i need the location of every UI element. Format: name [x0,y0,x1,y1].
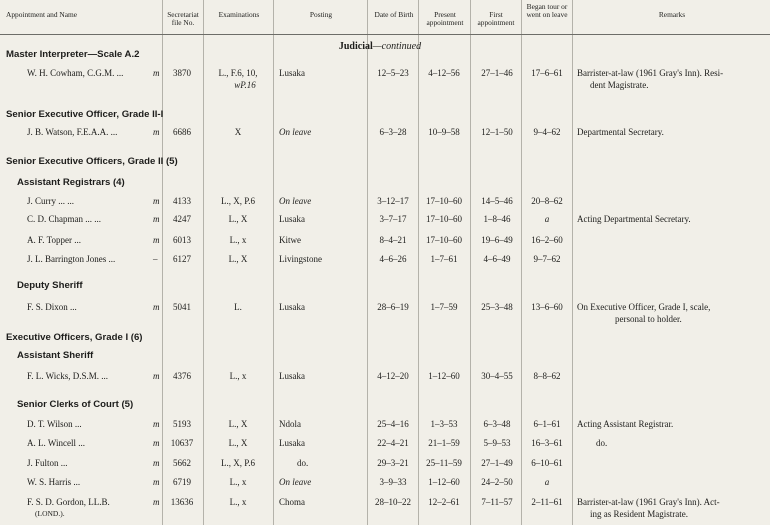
table-row: F. S. Dixon ... m 5041 L. Lusaka 28–6–19 1–7–59 25–3–48 13–6–60 On Executive Officer, Grade I, scale, [27,302,711,312]
table-row: A. L. Wincell ... m 10637 L., X Lusaka 22–4–21 21–1–59 5–9–53 16–3–61 do. [27,438,608,448]
exam-continuation: wP.16 [234,80,256,90]
header-present: Present appointment [426,10,464,27]
group-heading: Senior Executive Officer, Grade II-I [6,109,164,120]
table-row: J. Fulton ... m 5662 L., X, P.6 do. 29–3–21 25–11–59 27–1–49 6–10–61 [27,458,563,468]
remarks-continuation: ing as Resident Magistrate. [590,509,688,519]
table-row: C. D. Chapman ... ... m 4247 L., X Lusaka 3–7–17 17–10–60 1–8–46 a Acting Departmental Secretary. [27,214,691,224]
header-first: First appointment [477,10,515,27]
header-exam: Examinations [218,10,260,19]
table-row: W. S. Harris ... m 6719 L., x On leave 3–9–33 1–12–60 24–2–50 a [27,477,550,487]
subgroup-heading: Senior Clerks of Court (5) [17,399,134,410]
group-heading: Master Interpreter—Scale A.2 [6,49,140,60]
section-title: Judicial—continued [338,41,422,52]
name-continuation: (LOND.). [35,509,65,518]
table-row: A. F. Topper ... m 6013 L., x Kitwe 8–4–21 17–10–60 19–6–49 16–2–60 [27,235,563,245]
table-row: W. H. Cowham, C.G.M. ... m 3870 L., F.6, 10, Lusaka 12–5–23 4–12–56 27–1–46 17–6–61 Barrister-at-law (1961 Gray's Inn). Resi- [27,68,724,78]
header-posting: Posting [309,10,333,19]
header-file: Secretariat file No. [167,10,199,27]
remarks-continuation: personal to holder. [615,314,682,324]
header-tour: Began tour or went on leave [526,2,568,19]
remarks-continuation: dent Magistrate. [590,80,649,90]
table-header [0,0,770,35]
header-dob: Date of Birth [374,10,414,19]
table-row: F. S. D. Gordon, LL.B. m 13636 L., x Choma 28–10–22 12–2–61 7–11–57 2–11–61 Barrister-at-law (1961 Gray's Inn). Act- [27,497,720,507]
table-row: J. B. Watson, F.E.A.A. ... m 6686 X On leave 6–3–28 10–9–58 12–1–50 9–4–62 Departmental Secretary. [27,127,664,137]
group-heading: Senior Executive Officers, Grade II (5) [6,156,178,167]
group-heading: Executive Officers, Grade I (6) [6,332,143,343]
subgroup-heading: Assistant Registrars (4) [17,177,125,188]
subgroup-heading: Deputy Sheriff [17,280,83,291]
table-row: J. Curry ... ... m 4133 L., X, P.6 On leave 3–12–17 17–10–60 14–5–46 20–8–62 [27,196,563,206]
table-row: F. L. Wicks, D.S.M. ... m 4376 L., x Lusaka 4–12–20 1–12–60 30–4–55 8–8–62 [27,371,561,381]
subgroup-heading: Assistant Sheriff [17,350,94,361]
table-row: J. L. Barrington Jones ... – 6127 L., X Livingstone 4–6–26 1–7–61 4–6–49 9–7–62 [27,254,561,264]
header-name: Appointment and Name [6,10,78,19]
header-remarks: Remarks [658,10,686,19]
table-row: D. T. Wilson ... m 5193 L., X Ndola 25–4–16 1–3–53 6–3–48 6–1–61 Acting Assistant Registrar. [27,419,674,429]
